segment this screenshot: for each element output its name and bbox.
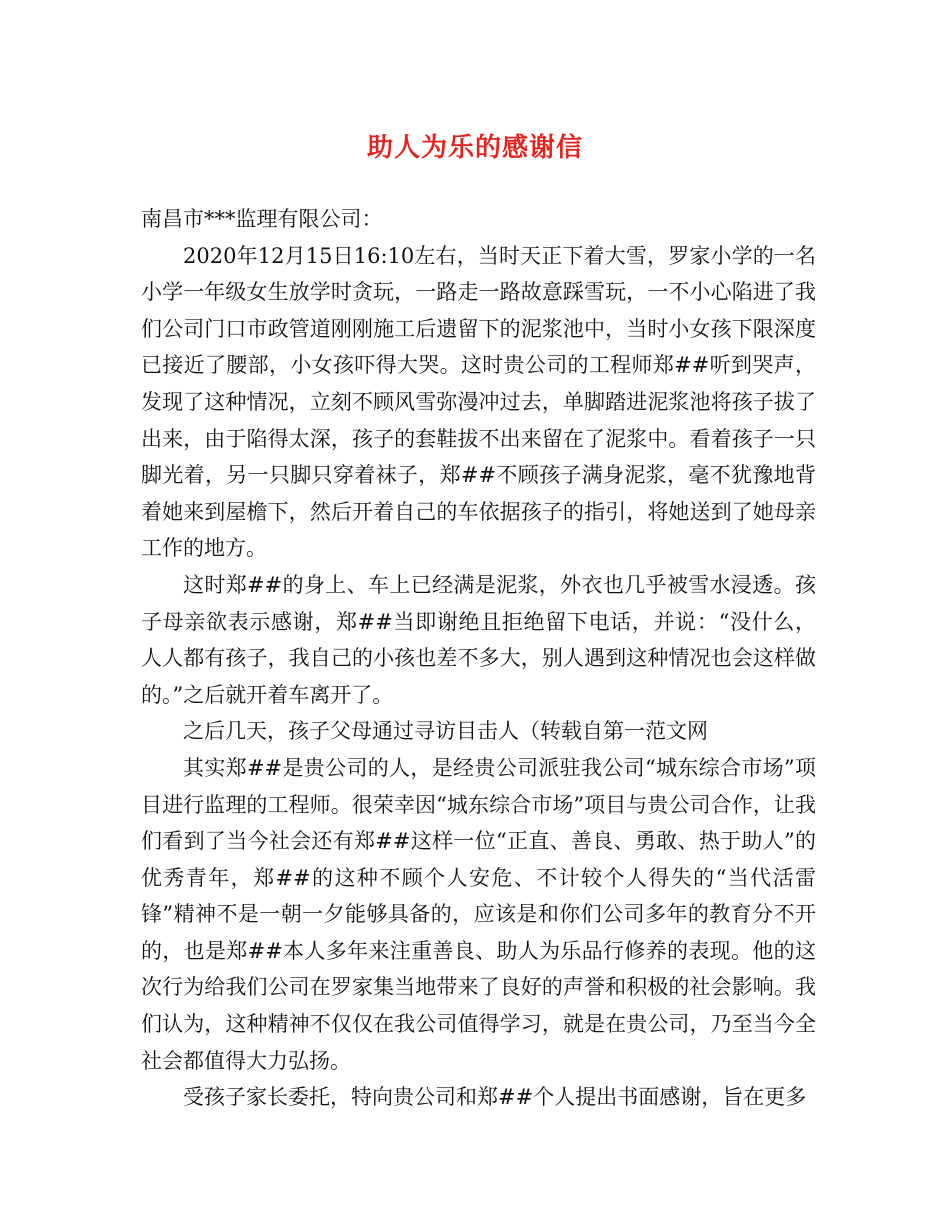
salutation: 南昌市***监理有限公司： bbox=[141, 207, 383, 231]
paragraph-search: 之后几天，孩子父母通过寻访目击人（转载自第一范文网 bbox=[183, 719, 708, 744]
paragraph-incident: 2020年12月15日16:10左右，当时天正下着大雪，罗家小学的一名小学一年级女生放学时贪玩，一路走一路故意踩雪玩，一不小心陷进了我们公司门口市政管道刚刚施工后遗留下的泥浆池中，当时小女孩下限深度已接近了腰部，小女孩吓得大哭。这时贵公司的工程师郑##听到哭声，发现了这种情况，立刻不顾风雪弥漫冲过去，单脚踏进泥浆池将孩子拔了出来，由于陷得太深，孩子的套鞋拔不出来留在了泥浆中。看着孩子一只脚光着，另一只脚只穿着袜子，郑##不顾孩子满身泥浆，毫不犹豫地背着她来到屋檐下，然后开着自己的车依据孩子的指引，将她送到了她母亲工作的地方。 bbox=[141, 243, 816, 561]
document-title: 助人为乐的感谢信 bbox=[366, 133, 583, 163]
paragraph-aftermath: 这时郑##的身上、车上已经满是泥浆，外衣也几乎被雪水浸透。孩子母亲欲表示感谢，郑##当即谢绝且拒绝留下电话，并说：“没什么，人人都有孩子，我自己的小孩也差不多大，别人遇到这种情况也会这样做的。”之后就开着车离开了。 bbox=[141, 572, 816, 707]
letter-body bbox=[141, 201, 816, 1116]
paragraph-praise: 其实郑##是贵公司的人，是经贵公司派驻我公司“城东综合市场”项目进行监理的工程师。很荣幸因“城东综合市场”项目与贵公司合作，让我们看到了当今社会还有郑##这样一位“正直、善良、勇敢、热于助人”的优秀青年，郑##的这种不顾个人安危、不计较个人得失的“当代活雷锋”精神不是一朝一夕能够具备的，应该是和你们公司多年的教育分不开的，也是郑##本人多年来注重善良、助人为乐品行修养的表现。他的这次行为给我们公司在罗家集当地带来了良好的声誉和积极的社会影响。我们认为，这种精神不仅仅在我公司值得学习，就是在贵公司，乃至当今全社会都值得大力弘扬。 bbox=[141, 755, 816, 1073]
paragraph-thanks: 受孩子家长委托，特向贵公司和郑##个人提出书面感谢，旨在更多 bbox=[183, 1085, 807, 1110]
